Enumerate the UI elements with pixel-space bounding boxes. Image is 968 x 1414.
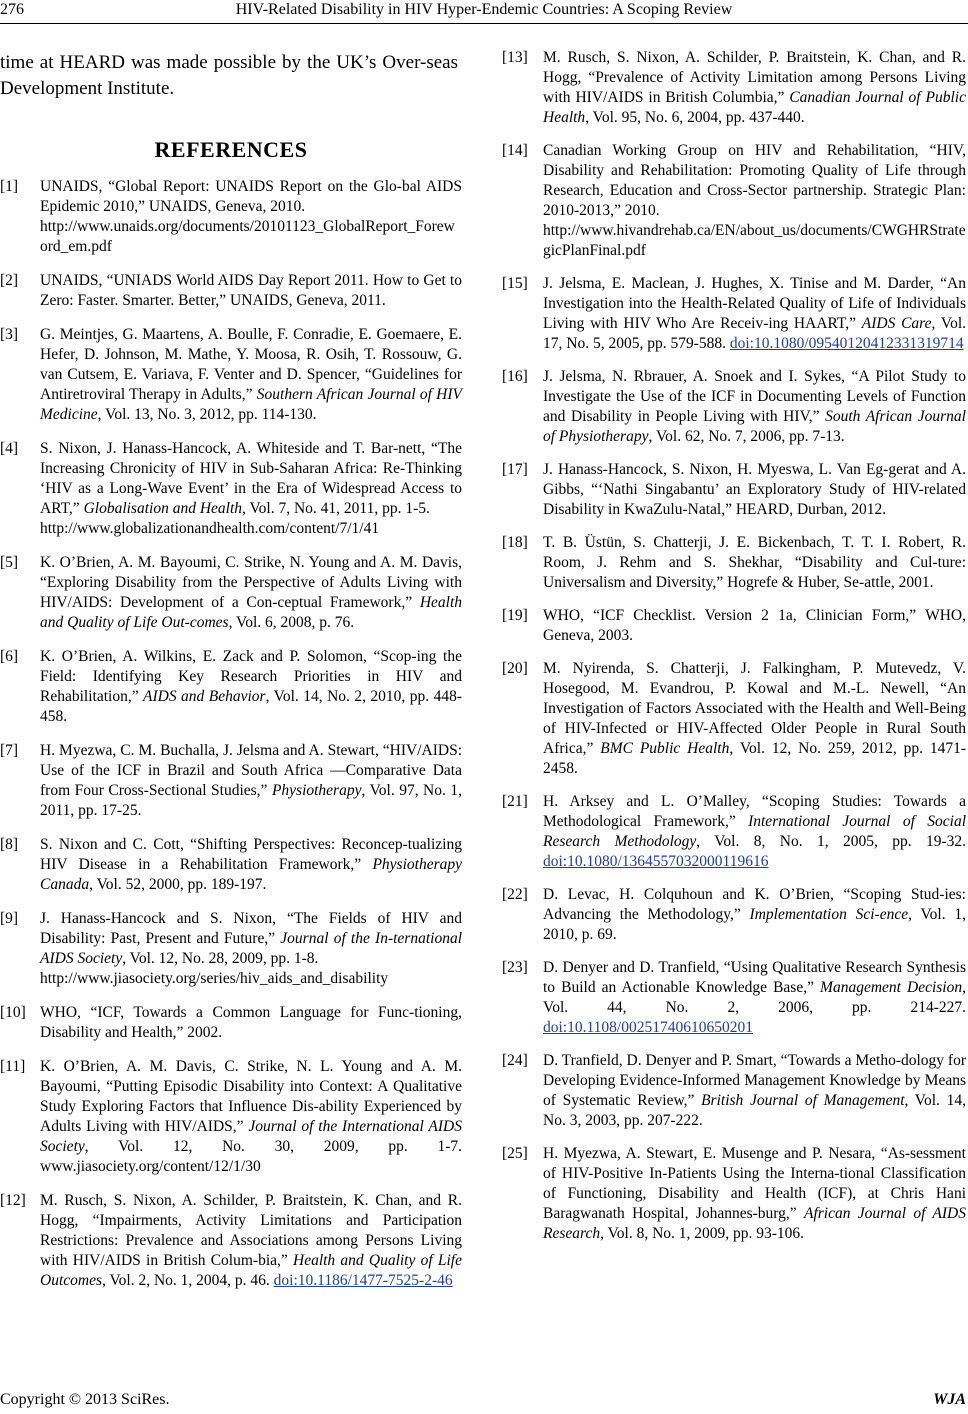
reference-number: [3]: [0, 326, 19, 343]
reference-number: [7]: [0, 742, 19, 759]
reference-text-segment: K. O’Brien, A. Wilkins, E. Zack and P. Solomon, “Scop-ing the Field: Identifying Key Research Priorities in HIV and Rehabilitation,”: [40, 648, 462, 705]
reference-number: [20]: [502, 660, 528, 677]
reference-number: [17]: [502, 461, 528, 478]
reference-number: [22]: [502, 886, 528, 903]
reference-number: [13]: [502, 49, 528, 66]
reference-text: [40, 910, 462, 967]
right-column: [502, 48, 966, 1257]
reference-list-left: [0, 177, 462, 1291]
reference-url: http://www.globalizationandhealth.com/content/7/1/41: [40, 520, 380, 537]
reference-text-segment: , Vol. 14, No. 3, 2003, pp. 207-222.: [543, 1092, 966, 1129]
reference-text-segment: J. Hanass-Hancock and S. Nixon, “The Fields of HIV and Disability: Past, Present and Future,”: [40, 910, 462, 947]
reference-text: [543, 275, 966, 352]
reference-text-segment: K. O’Brien, A. M. Davis, C. Strike, N. L. Young and A. M. Bayoumi, “Putting Episodic Disability into Context: A Qualitative Study Exploring Factors that Influence Dis-ability Experienced by Adults Living with HIV/AIDS,”: [40, 1058, 462, 1135]
reference-text-segment: , Vol. 7, No. 41, 2011, pp. 1-5.: [242, 500, 430, 517]
copyright-notice: Copyright © 2013 SciRes.: [0, 1391, 170, 1408]
reference-url: http://www.hivandrehab.ca/EN/about_us/documents/CWGHRStrategicPlanFinal.pdf: [543, 222, 966, 259]
reference-text: [543, 959, 966, 1036]
reference-number: [8]: [0, 836, 19, 853]
reference-item: [0, 647, 462, 727]
reference-number: [24]: [502, 1052, 528, 1069]
reference-text: [40, 1192, 462, 1289]
reference-item: [0, 325, 462, 425]
reference-text-segment: J. Jelsma, N. Rbrauer, A. Snoek and I. Sykes, “A Pilot Study to Investigate the Use of the ICF in Documenting Levels of Function and Disability in People Living with HIV,”: [543, 368, 966, 425]
reference-number: [21]: [502, 793, 528, 810]
reference-text: [543, 1052, 966, 1129]
reference-number: [14]: [502, 142, 528, 159]
reference-item: [0, 177, 462, 257]
reference-item: [502, 885, 966, 945]
reference-text-segment: Canadian Working Group on HIV and Rehabilitation, “HIV, Disability and Rehabilitation: Promoting Quality of Life through Research, Education and Cross-Sector partnership. Strategic Plan: 2010-2013,” 2010.: [543, 142, 966, 219]
reference-number: [4]: [0, 440, 19, 457]
reference-item: [502, 958, 966, 1038]
reference-item: [0, 1057, 462, 1177]
doi-link[interactable]: doi:10.1186/1477-7525-2-46: [273, 1272, 453, 1289]
reference-text-segment: , Vol. 44, No. 2, 2006, pp. 214-227.: [543, 979, 966, 1016]
reference-item: [502, 1144, 966, 1244]
reference-source-title: South African Journal of Physiotherapy: [543, 408, 966, 445]
reference-text-segment: , Vol. 97, No. 1, 2011, pp. 17-25.: [40, 782, 462, 819]
reference-item: [0, 741, 462, 821]
reference-text: [543, 142, 966, 219]
reference-item: [0, 1003, 462, 1043]
page-number: 276: [0, 1, 24, 18]
journal-abbreviation: WJA: [933, 1391, 966, 1408]
reference-text: [543, 607, 966, 644]
reference-source-title: AIDS and Behavior: [143, 688, 266, 705]
reference-text: [543, 793, 966, 870]
reference-text: [543, 49, 966, 126]
reference-item: [502, 1051, 966, 1131]
reference-url: http://www.jiasociety.org/series/hiv_aids_and_disability: [40, 970, 389, 987]
reference-item: [502, 48, 966, 128]
reference-text-segment: M. Nyirenda, S. Chatterji, J. Falkingham, P. Mutevedz, V. Hosegood, M. Evandrou, P. Kowal and M.-L. Newell, “An Investigation of Factors Associated with the Health and Well-Being of HIV-Infected or HIV-Affected Older People in Rural South Africa,”: [543, 660, 966, 757]
reference-number: [6]: [0, 648, 19, 665]
header-rule: [0, 23, 968, 24]
reference-text-segment: D. Tranfield, D. Denyer and P. Smart, “Towards a Metho-dology for Developing Evidence-Informed Management Knowledge by Means of Systematic Review,”: [543, 1052, 966, 1109]
reference-source-title: Health and Quality of Life Outcomes: [40, 1252, 462, 1289]
reference-number: [15]: [502, 275, 528, 292]
reference-text-segment: UNAIDS, “UNIADS World AIDS Day Report 2011. How to Get to Zero: Faster. Smarter. Better,” UNAIDS, Geneva, 2011.: [40, 272, 462, 309]
reference-text-segment: H. Myezwa, A. Stewart, E. Musenge and P. Nesara, “As-sessment of HIV-Positive In-Patients Using the Interna-tional Classification of Functioning, Disability and Health (ICF), at Chris Hani Baragwanath Hospital, Johannes-burg,”: [543, 1145, 966, 1222]
reference-item: [502, 367, 966, 447]
reference-source-title: BMC Public Health: [600, 740, 730, 757]
reference-text-segment: , Vol. 2, No. 1, 2004, p. 46.: [102, 1272, 274, 1289]
reference-source-title: Implementation Sci-ence: [749, 906, 909, 923]
reference-source-title: Globalisation and Health: [83, 500, 243, 517]
reference-item: [0, 439, 462, 539]
reference-text-segment: WHO, “ICF, Towards a Common Language for Func-tioning, Disability and Health,” 2002.: [40, 1004, 462, 1041]
reference-text: [40, 1004, 462, 1041]
reference-text-segment: D. Denyer and D. Tranfield, “Using Qualitative Research Synthesis to Build an Actionable Knowledge Base,”: [543, 959, 966, 996]
reference-text: [40, 326, 462, 423]
reference-text-segment: , Vol. 17, No. 5, 2005, pp. 579-588.: [543, 315, 966, 352]
reference-text-segment: M. Rusch, S. Nixon, A. Schilder, P. Braitstein, K. Chan, and R. Hogg, “Prevalence of Activity Limitation among Persons Living with HIV/AIDS in British Columbia,”: [543, 49, 966, 106]
reference-text-segment: G. Meintjes, G. Maartens, A. Boulle, F. Conradie, E. Goemaere, E. Hefer, D. Johnson, M. Mathe, Y. Moosa, R. Osih, T. Rossouw, G. van Cutsem, E. Variava, F. Venter and D. Spencer, “Guidelines for Antiretroviral Therapy in Adults,”: [40, 326, 462, 403]
reference-item: [0, 553, 462, 633]
reference-text-segment: H. Arksey and L. O’Malley, “Scoping Studies: Towards a Methodological Framework,”: [543, 793, 966, 830]
reference-text-segment: , Vol. 13, No. 3, 2012, pp. 114-130.: [97, 406, 317, 423]
reference-text-segment: , Vol. 95, No. 6, 2004, pp. 437-440.: [585, 109, 805, 126]
reference-item: [502, 460, 966, 520]
reference-text-segment: S. Nixon and C. Cott, “Shifting Perspectives: Reconcep-tualizing HIV Disease in a Rehabilitation Framework,”: [40, 836, 462, 873]
reference-text-segment: , Vol. 14, No. 2, 2010, pp. 448-458.: [40, 688, 463, 725]
reference-text: [40, 440, 462, 517]
reference-text-segment: S. Nixon, J. Hanass-Hancock, A. Whiteside and T. Bar-nett, “The Increasing Chronicity of HIV in Sub-Saharan Africa: Re-Thinking ‘HIV as a Long-Wave Event’ in the Era of Widespread Access to ART,”: [40, 440, 462, 517]
reference-text-segment: , Vol. 12, No. 259, 2012, pp. 1471-2458.: [543, 740, 967, 777]
reference-text: [40, 836, 462, 893]
reference-text-segment: K. O’Brien, A. M. Bayoumi, C. Strike, N. Young and A. M. Davis, “Exploring Disability from the Perspective of Adults Living with HIV/AIDS: Development of a Con-ceptual Framework,”: [40, 554, 462, 611]
reference-text-segment: , Vol. 6, 2008, p. 76.: [228, 614, 355, 631]
reference-number: [18]: [502, 534, 528, 551]
reference-item: [0, 909, 462, 989]
reference-text: [40, 1058, 462, 1175]
reference-item: [502, 533, 966, 593]
reference-text-segment: T. B. Üstün, S. Chatterji, J. E. Bickenbach, T. T. I. Robert, R. Room, J. Rehm and S. Shekhar, “Disability and Cul-ture: Universalism and Diversity,” Hogrefe & Huber, Se-attle, 2001.: [543, 534, 966, 591]
reference-text-segment: H. Myezwa, C. M. Buchalla, J. Jelsma and A. Stewart, “HIV/AIDS: Use of the ICF in Brazil and South Africa —Comparative Data from Four Cross-Sectional Studies,”: [40, 742, 462, 799]
reference-text-segment: , Vol. 1, 2010, p. 69.: [543, 906, 966, 943]
references-heading: REFERENCES: [154, 137, 308, 162]
left-column: [0, 48, 462, 1305]
reference-source-title: Management Decision: [820, 979, 963, 996]
page-header: [0, 0, 968, 22]
reference-source-title: Journal of the International AIDS Society: [40, 1118, 462, 1155]
reference-number: [9]: [0, 910, 19, 927]
reference-number: [25]: [502, 1145, 528, 1162]
reference-text-segment: , Vol. 62, No. 7, 2006, pp. 7-13.: [648, 428, 845, 445]
reference-text-segment: UNAIDS, “Global Report: UNAIDS Report on the Glo-bal AIDS Epidemic 2010,” UNAIDS, Geneva, 2010.: [40, 178, 462, 215]
reference-item: [502, 606, 966, 646]
reference-number: [11]: [0, 1058, 26, 1075]
reference-source-title: AIDS Care: [861, 315, 932, 332]
reference-text: [40, 554, 462, 631]
reference-text-segment: J. Jelsma, E. Maclean, J. Hughes, X. Tinise and M. Darder, “An Investigation into the Health-Related Quality of Life of Individuals Living with HIV Who Are Receiv-ing HAART,”: [543, 275, 966, 332]
reference-item: [0, 1191, 462, 1291]
reference-number: [1]: [0, 178, 19, 195]
reference-text-segment: WHO, “ICF Checklist. Version 2 1a, Clinician Form,” WHO, Geneva, 2003.: [543, 607, 966, 644]
reference-number: [16]: [502, 368, 528, 385]
reference-text-segment: , Vol. 8, No. 1, 2005, pp. 19-32.: [696, 833, 966, 850]
reference-text: [40, 272, 462, 309]
reference-source-title: African Journal of AIDS Research: [543, 1205, 966, 1242]
doi-link[interactable]: doi:10.1080/1364557032000119616: [543, 853, 769, 870]
reference-source-title: Health and Quality of Life Out-comes: [40, 594, 462, 631]
reference-source-title: International Journal of Social Research Methodology: [543, 813, 966, 850]
reference-source-title: Journal of the In-ternational AIDS Society: [40, 930, 463, 967]
reference-text: [40, 178, 462, 215]
doi-link[interactable]: doi:10.1108/00251740610650201: [543, 1019, 753, 1036]
reference-item: [502, 659, 966, 779]
reference-text-segment: , Vol. 8, No. 1, 2009, pp. 93-106.: [600, 1225, 805, 1242]
reference-text-segment: , Vol. 12, No. 28, 2009, pp. 1-8.: [122, 950, 319, 967]
reference-source-title: British Journal of Management: [701, 1092, 905, 1109]
reference-text-segment: M. Rusch, S. Nixon, A. Schilder, P. Braitstein, K. Chan, and R. Hogg, “Impairments, Activity Limitations and Participation Restrictions: Prevalence and Associations among Persons Living with HIV/AIDS in British Colum-bia,”: [40, 1192, 462, 1269]
reference-number: [12]: [0, 1192, 26, 1209]
reference-item: [0, 835, 462, 895]
reference-text: [543, 368, 966, 445]
doi-link[interactable]: doi:10.1080/09540120412331319714: [729, 335, 964, 352]
reference-text: [543, 660, 966, 777]
reference-text: [40, 742, 462, 819]
reference-number: [5]: [0, 554, 19, 571]
reference-source-title: Southern African Journal of HIV Medicine: [40, 386, 462, 423]
acknowledgement-text: time at HEARD was made possible by the UK’s Over-seas Development Institute.: [0, 52, 458, 99]
reference-text: [543, 534, 966, 591]
reference-item: [502, 274, 966, 354]
reference-number: [10]: [0, 1004, 26, 1021]
reference-number: [2]: [0, 272, 19, 289]
reference-text: [40, 648, 462, 725]
reference-text: [543, 461, 966, 518]
running-title: HIV-Related Disability in HIV Hyper-Endemic Countries: A Scoping Review: [235, 1, 733, 18]
reference-url: http://www.unaids.org/documents/20101123_GlobalReport_Foreword_em.pdf: [40, 218, 455, 255]
reference-text: [543, 886, 966, 943]
reference-number: [19]: [502, 607, 528, 624]
reference-text-segment: J. Hanass-Hancock, S. Nixon, H. Myeswa, L. Van Eg-gerat and A. Gibbs, “‘Nathi Singabantu’ an Exploratory Study of HIV-related Disability in KwaZulu-Natal,” HEARD, Durban, 2012.: [543, 461, 966, 518]
reference-text-segment: , Vol. 12, No. 30, 2009, pp. 1-7. www.jiasociety.org/content/12/1/30: [40, 1138, 462, 1175]
reference-list-right: [502, 48, 966, 1244]
reference-text-segment: D. Levac, H. Colquhoun and K. O’Brien, “Scoping Stud-ies: Advancing the Methodology,”: [543, 886, 966, 923]
reference-source-title: Physiotherapy: [271, 782, 362, 799]
reference-text: [543, 1145, 966, 1242]
reference-text-segment: , Vol. 52, 2000, pp. 189-197.: [89, 876, 267, 893]
reference-item: [0, 271, 462, 311]
reference-source-title: Physiotherapy Canada: [40, 856, 462, 893]
reference-item: [502, 792, 966, 872]
reference-number: [23]: [502, 959, 528, 976]
reference-item: [502, 141, 966, 261]
reference-source-title: Canadian Journal of Public Health: [543, 89, 966, 126]
